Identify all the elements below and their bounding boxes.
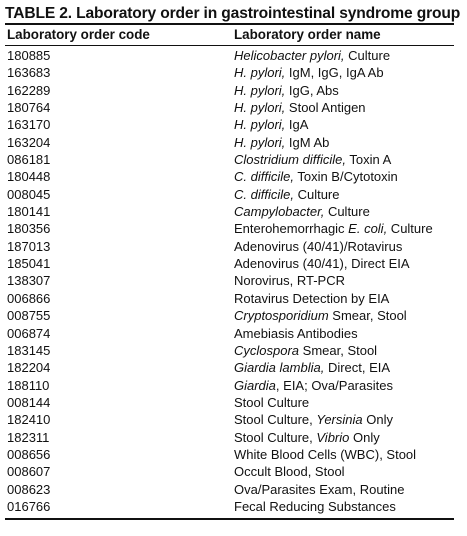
name-part: Stool Culture bbox=[234, 394, 310, 410]
name-part: Rotavirus Detection by EIA bbox=[234, 290, 390, 306]
name-part: Smear, Stool bbox=[328, 308, 407, 324]
table-row bbox=[5, 272, 454, 289]
table-row bbox=[5, 481, 454, 498]
order-code-cell: 006866 bbox=[7, 290, 51, 306]
table-row bbox=[5, 82, 454, 99]
order-name-cell bbox=[234, 273, 345, 288]
name-part: Toxin A bbox=[345, 152, 392, 168]
table-row bbox=[5, 186, 454, 203]
order-name-cell bbox=[234, 83, 339, 98]
order-name-cell bbox=[234, 430, 380, 445]
header-code: Laboratory order code bbox=[7, 27, 150, 42]
table-row bbox=[5, 394, 454, 411]
italic-name-part: H. pylori, bbox=[234, 100, 286, 116]
order-code-cell: 008755 bbox=[7, 308, 51, 324]
name-part: IgM, IgG, IgA Ab bbox=[285, 65, 384, 81]
table-row bbox=[5, 325, 454, 342]
table-row bbox=[5, 151, 454, 168]
italic-name-part: Clostridium difficile, bbox=[234, 152, 346, 168]
name-part: Adenovirus (40/41)/Rotavirus bbox=[234, 238, 403, 254]
name-part: Ova/Parasites Exam, Routine bbox=[234, 481, 405, 497]
italic-name-part: H. pylori, bbox=[234, 134, 286, 150]
order-name-cell bbox=[234, 464, 345, 479]
name-part: Direct, EIA bbox=[324, 360, 391, 376]
name-part: Stool Antigen bbox=[285, 100, 366, 116]
order-name-cell bbox=[234, 117, 308, 132]
order-code-cell: 180356 bbox=[7, 221, 51, 237]
order-name-cell bbox=[234, 395, 309, 410]
name-part: White Blood Cells (WBC), Stool bbox=[234, 446, 417, 462]
table-row bbox=[5, 134, 454, 151]
order-code-cell: 183145 bbox=[7, 342, 51, 358]
table-body bbox=[5, 46, 454, 518]
order-code-cell: 016766 bbox=[7, 498, 51, 514]
order-name-cell bbox=[234, 239, 402, 254]
table-row bbox=[5, 168, 454, 185]
order-name-cell bbox=[234, 221, 433, 236]
name-part: Culture bbox=[387, 221, 433, 237]
order-name-cell bbox=[234, 447, 416, 462]
name-part: Norovirus, RT-PCR bbox=[234, 273, 346, 289]
order-code-cell: 008144 bbox=[7, 394, 51, 410]
order-code-cell: 182311 bbox=[7, 429, 50, 445]
name-part: Enterohemorrhagic bbox=[234, 221, 349, 237]
order-code-cell: 182410 bbox=[7, 412, 51, 428]
order-name-cell bbox=[234, 256, 410, 271]
name-part: Fecal Reducing Substances bbox=[234, 498, 396, 514]
order-code-cell: 180448 bbox=[7, 169, 51, 185]
name-part: Occult Blood, Stool bbox=[234, 464, 345, 480]
order-name-cell bbox=[234, 204, 370, 219]
table-row bbox=[5, 429, 454, 446]
italic-name-part: Cyclospora bbox=[234, 342, 300, 358]
table-row bbox=[5, 203, 454, 220]
order-code-cell: 163170 bbox=[7, 117, 51, 133]
order-name-cell bbox=[234, 65, 384, 80]
italic-name-part: H. pylori, bbox=[234, 82, 286, 98]
table-row bbox=[5, 498, 454, 515]
order-name-cell bbox=[234, 187, 340, 202]
table-row bbox=[5, 255, 454, 272]
order-name-cell bbox=[234, 135, 329, 150]
table-row bbox=[5, 47, 454, 64]
table-row bbox=[5, 411, 454, 428]
italic-name-part: Vibrio bbox=[316, 429, 350, 445]
order-code-cell: 163204 bbox=[7, 134, 51, 150]
name-part: Culture bbox=[344, 48, 391, 63]
italic-name-part: H. pylori, bbox=[234, 65, 286, 81]
italic-name-part: E. coli, bbox=[348, 221, 388, 237]
name-part: IgA bbox=[285, 117, 309, 133]
order-name-cell bbox=[234, 291, 389, 306]
italic-name-part: Cryptosporidium bbox=[234, 308, 329, 324]
order-code-cell: 185041 bbox=[7, 256, 51, 272]
order-name-cell bbox=[234, 48, 390, 63]
name-part: IgG, Abs bbox=[285, 82, 339, 98]
bottom-rule bbox=[5, 518, 454, 520]
table-row bbox=[5, 238, 454, 255]
order-name-cell bbox=[234, 169, 398, 184]
table-row bbox=[5, 446, 454, 463]
order-name-cell bbox=[234, 412, 393, 427]
name-part: Smear, Stool bbox=[299, 342, 378, 358]
italic-name-part: C. difficile, bbox=[234, 186, 294, 202]
italic-name-part: Giardia bbox=[234, 377, 276, 393]
table-row bbox=[5, 220, 454, 237]
order-code-cell: 180885 bbox=[7, 48, 51, 63]
name-part: Culture bbox=[293, 186, 340, 202]
order-code-cell: 008623 bbox=[7, 481, 51, 497]
table-row bbox=[5, 342, 454, 359]
table-title: TABLE 2. Laboratory order in gastrointestinal syndrome group bbox=[5, 5, 461, 22]
italic-name-part: Helicobacter pylori, bbox=[234, 48, 345, 63]
order-name-cell bbox=[234, 152, 391, 167]
name-part: Adenovirus (40/41), Direct EIA bbox=[234, 256, 410, 272]
order-name-cell bbox=[234, 360, 390, 375]
header-name: Laboratory order name bbox=[234, 27, 381, 42]
order-name-cell bbox=[234, 482, 405, 497]
order-code-cell: 162289 bbox=[7, 82, 51, 98]
table-row bbox=[5, 64, 454, 81]
name-part: Amebiasis Antibodies bbox=[234, 325, 358, 341]
order-name-cell bbox=[234, 100, 366, 115]
name-part: , EIA; Ova/Parasites bbox=[275, 377, 393, 393]
order-code-cell: 006874 bbox=[7, 325, 51, 341]
order-code-cell: 180141 bbox=[7, 204, 51, 220]
order-code-cell: 086181 bbox=[7, 152, 51, 168]
lab-order-table bbox=[5, 4, 461, 520]
order-code-cell: 180764 bbox=[7, 100, 51, 116]
italic-name-part: C. difficile, bbox=[234, 169, 294, 185]
table-row bbox=[5, 290, 454, 307]
table-row bbox=[5, 116, 454, 133]
order-code-cell: 138307 bbox=[7, 273, 51, 289]
name-part: IgM Ab bbox=[285, 134, 330, 150]
italic-name-part: Giardia lamblia, bbox=[234, 360, 325, 376]
name-part: Toxin B/Cytotoxin bbox=[293, 169, 398, 185]
table-header-row bbox=[5, 25, 454, 45]
italic-name-part: Yersinia bbox=[316, 412, 363, 428]
order-name-cell bbox=[234, 326, 358, 341]
order-name-cell bbox=[234, 308, 407, 323]
order-code-cell: 187013 bbox=[7, 238, 51, 254]
name-part: Culture bbox=[324, 204, 370, 220]
order-code-cell: 008656 bbox=[7, 446, 51, 462]
name-part: Only bbox=[362, 412, 393, 428]
table-row bbox=[5, 307, 454, 324]
italic-name-part: Campylobacter, bbox=[234, 204, 325, 220]
order-name-cell bbox=[234, 499, 396, 514]
order-code-cell: 008607 bbox=[7, 464, 51, 480]
table-row bbox=[5, 359, 454, 376]
order-name-cell bbox=[234, 378, 393, 393]
order-code-cell: 188110 bbox=[7, 377, 50, 393]
name-part: Only bbox=[349, 429, 380, 445]
table-row bbox=[5, 463, 454, 480]
italic-name-part: H. pylori, bbox=[234, 117, 286, 133]
order-code-cell: 008045 bbox=[7, 186, 51, 202]
name-part: Stool Culture, bbox=[234, 429, 317, 445]
order-code-cell: 182204 bbox=[7, 360, 51, 376]
table-row bbox=[5, 377, 454, 394]
table-row bbox=[5, 99, 454, 116]
order-name-cell bbox=[234, 343, 377, 358]
order-code-cell: 163683 bbox=[7, 65, 51, 81]
name-part: Stool Culture, bbox=[234, 412, 317, 428]
